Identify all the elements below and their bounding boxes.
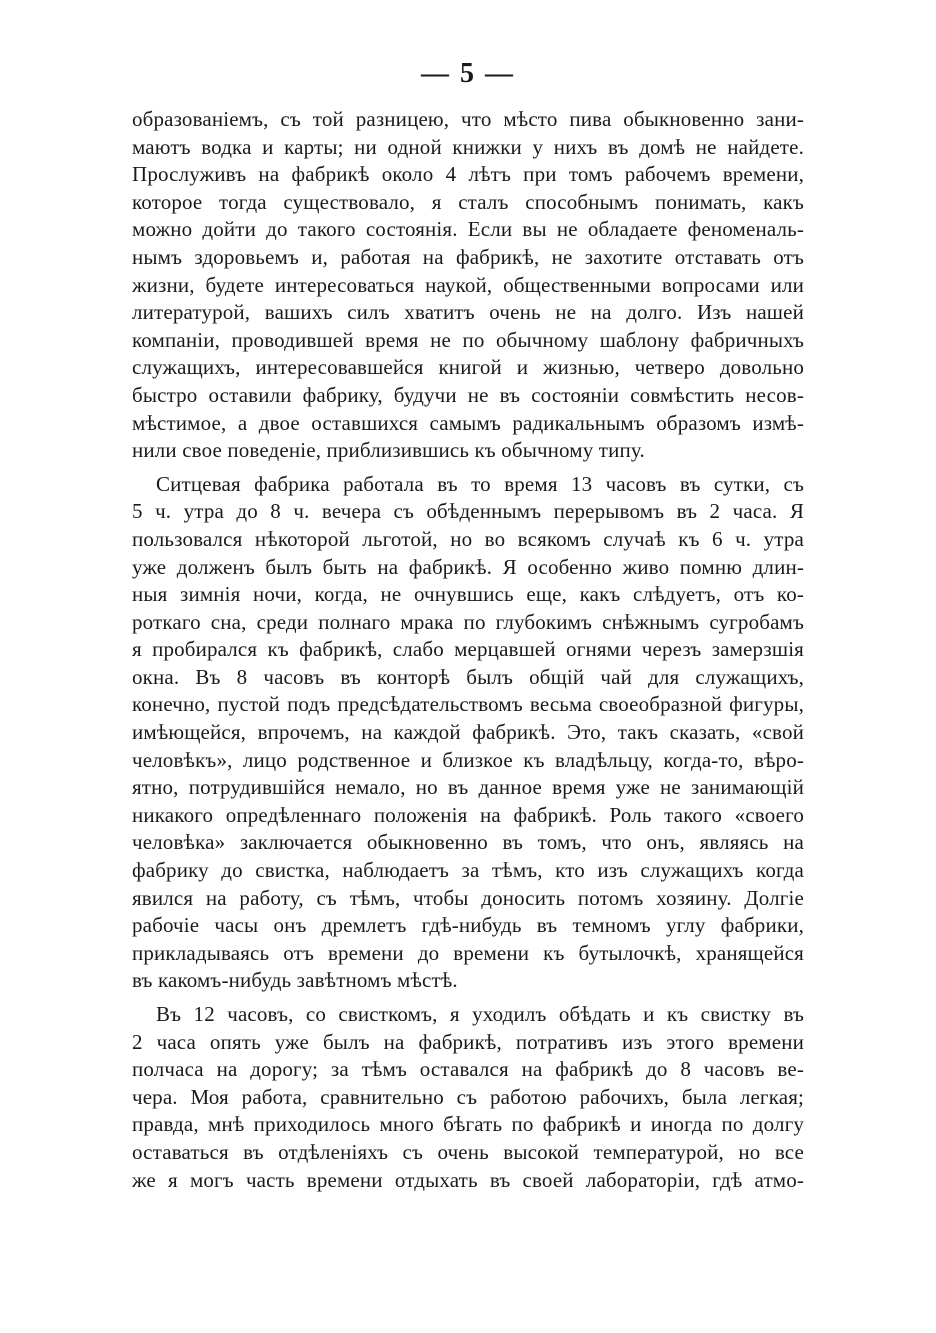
text-line: рабочіе часы онъ дремлетъ гдѣ-нибудь въ темномъ углу фабрики, (132, 913, 804, 938)
text-line: окна. Въ 8 часовъ въ конторѣ былъ общій чай для служащихъ, (132, 664, 804, 689)
text-line: нымъ здоровьемъ и, работая на фабрикѣ, не захотите отставать отъ (132, 244, 804, 269)
text-line: маютъ водка и карты; ни одной книжки у нихъ въ домѣ не найдете. (132, 134, 804, 159)
text-line: Ситцевая фабрика работала въ то время 13 часовъ въ сутки, съ (156, 471, 804, 496)
paragraph-2 (132, 471, 804, 995)
text-line: нили свое поведеніе, приблизившись къ обычному типу. (132, 438, 645, 463)
text-line: 2 часа опять уже былъ на фабрикѣ, потративъ изъ этого времени (132, 1029, 804, 1054)
text-line: же я могъ часть времени отдыхать въ своей лабораторіи, гдѣ атмо- (132, 1167, 804, 1192)
text-line: быстро оставили фабрику, будучи не въ состояніи совмѣстить несов- (132, 382, 804, 407)
text-line: можно дойти до такого состоянія. Если вы не обладаете феноменаль- (132, 217, 804, 242)
text-line: прикладываясь отъ времени до времени къ бутылочкѣ, хранящейся (132, 940, 804, 965)
page-number: — 5 — (421, 58, 515, 89)
body-text (132, 106, 804, 1194)
text-line: явился на работу, съ тѣмъ, чтобы доносить потомъ хозяину. Долгіе (132, 885, 804, 910)
text-line: конечно, пустой подъ предсѣдательствомъ весьма своеобразной фигуры, (132, 692, 804, 717)
text-line: служащихъ, интересовавшейся книгой и жизнью, четверо довольно (132, 355, 804, 380)
text-line: въ какомъ-нибудь завѣтномъ мѣстѣ. (132, 968, 458, 993)
text-line: пользовался нѣкоторой льготой, но во всякомъ случаѣ къ 6 ч. утра (132, 526, 804, 551)
text-line: образованіемъ, съ той разницею, что мѣсто пива обыкновенно зани- (132, 107, 804, 131)
paragraph-1 (132, 106, 804, 465)
text-line: оставаться въ отдѣленіяхъ съ очень высокой температурой, но все (132, 1139, 804, 1164)
text-line: полчаса на дорогу; за тѣмъ оставался на фабрикѣ до 8 часовъ ве- (132, 1057, 804, 1082)
text-line: я пробирался къ фабрикѣ, слабо мерцавшей огнями черезъ замерзшія (132, 637, 804, 662)
text-line: чера. Моя работа, сравнительно съ работою рабочихъ, была легкая; (132, 1084, 804, 1109)
text-line: жизни, будете интересоваться наукой, общественными вопросами или (132, 272, 804, 297)
text-line: компаніи, проводившей время не по обычному шаблону фабричныхъ (132, 327, 804, 352)
text-line: Прослуживъ на фабрикѣ около 4 лѣтъ при томъ рабочемъ времени, (132, 162, 804, 187)
text-line: литературой, вашихъ силъ хватитъ очень не на долго. Изъ нашей (132, 300, 804, 325)
text-line: уже долженъ былъ быть на фабрикѣ. Я особенно живо помню длин- (132, 554, 804, 579)
text-line: ятно, потрудившійся немало, но въ данное время уже не занимающій (132, 775, 804, 800)
text-line: 5 ч. утра до 8 ч. вечера съ обѣденнымъ перерывомъ въ 2 часа. Я (132, 499, 804, 524)
text-line: имѣющейся, впрочемъ, на каждой фабрикѣ. Это, такъ сказать, «свой (132, 720, 804, 745)
text-line: которое тогда существовало, я сталъ способнымъ понимать, какъ (132, 189, 804, 214)
text-line: ныя зимнія ночи, когда, не очнувшись еще, какъ слѣдуетъ, отъ ко- (132, 582, 804, 607)
text-line: никакого опредѣленнаго положенія на фабрикѣ. Роль такого «своего (132, 802, 804, 827)
text-line: человѣкъ», лицо родственное и близкое къ владѣльцу, когда-то, вѣро- (132, 747, 804, 772)
paragraph-3 (132, 1001, 804, 1194)
text-line: человѣка» заключается обыкновенно въ томъ, что онъ, являясь на (132, 830, 804, 855)
text-line: правда, мнѣ приходилось много бѣгать по фабрикѣ и иногда по долгу (132, 1112, 804, 1137)
text-line: мѣстимое, а двое оставшихся самымъ радикальнымъ образомъ измѣ- (132, 410, 804, 435)
text-line: фабрику до свистка, наблюдаетъ за тѣмъ, кто изъ служащихъ когда (132, 858, 804, 883)
text-line: роткаго сна, среди полнаго мрака по глубокимъ снѣжнымъ сугробамъ (132, 609, 804, 634)
text-line: Въ 12 часовъ, со свисткомъ, я уходилъ обѣдать и къ свистку въ (156, 1002, 804, 1026)
